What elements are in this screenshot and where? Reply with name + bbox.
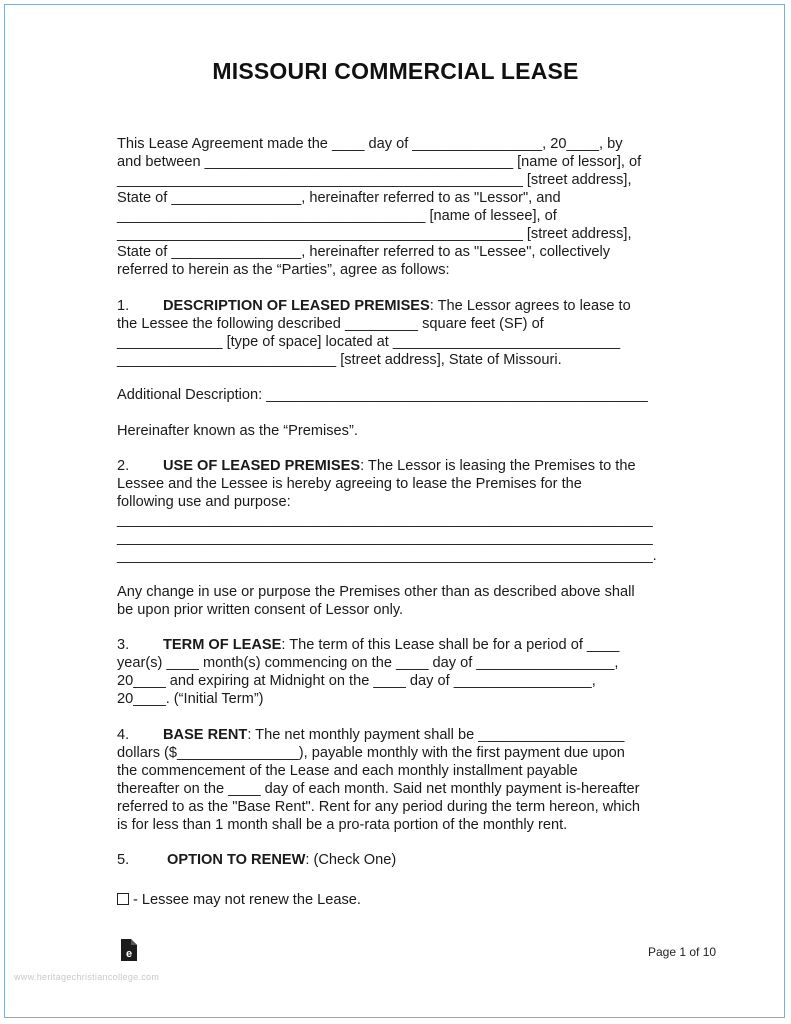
section-4-line: is for less than 1 month shall be a pro-rata portion of the monthly rent. [117, 816, 568, 833]
section-heading: DESCRIPTION OF LEASED PREMISES [163, 297, 430, 314]
intro-line: __________________________________________________ [street address], [117, 226, 632, 242]
section-text: : The net monthly payment shall be __________________ [247, 726, 625, 743]
section-2-line: Lessee and the Lessee is hereby agreeing to lease the Premises for the [117, 476, 582, 492]
section-heading: BASE RENT [163, 726, 248, 743]
intro-line: referred to herein as the “Parties”, agree as follows: [117, 262, 450, 278]
intro-line: State of ________________, hereinafter referred to as "Lessee", collectively [117, 244, 611, 260]
blank-line: __________________________________________________________________ [117, 530, 653, 546]
document-title: MISSOURI COMMERCIAL LEASE [212, 58, 579, 84]
section-4-line: referred to as the "Base Rent". Rent for any period during the term hereon, which [117, 798, 641, 815]
section-text: : The Lessor agrees to lease to [429, 297, 631, 314]
blank-line: __________________________________________________________________ [117, 512, 653, 528]
section-number: 3. [117, 637, 130, 653]
renew-option-line [117, 891, 677, 909]
checkbox-label: - Lessee may not renew the Lease. [133, 892, 361, 908]
section-1-line: _____________ [type of space] located at ____________________________ [117, 333, 621, 350]
page-number: Page 1 of 10 [648, 945, 717, 959]
section-heading: TERM OF LEASE [163, 637, 282, 653]
section-text: : The term of this Lease shall be for a period of ____ [281, 637, 620, 653]
section-1-line: ___________________________ [street address], State of Missouri. [117, 351, 562, 368]
section-number: 4. [117, 726, 130, 743]
section-text: : (Check One) [305, 852, 397, 868]
premises-definition-line: Hereinafter known as the “Premises”. [117, 422, 358, 439]
section-2-line: following use and purpose: [117, 494, 291, 510]
change-of-use-line: be upon prior written consent of Lessor only. [117, 601, 404, 618]
section-text: : The Lessor is leasing the Premises to the [360, 458, 636, 474]
svg-text:e: e [125, 948, 133, 960]
section-3-line: 20____. (“Initial Term”) [117, 691, 264, 707]
section-3-line: year(s) ____ month(s) commencing on the ____ day of _________________, [117, 655, 619, 671]
eforms-logo-icon [119, 938, 139, 962]
section-number: 5. [117, 852, 130, 868]
section-heading: OPTION TO RENEW [167, 852, 306, 868]
section-4-heading-line [117, 726, 677, 744]
section-4-line: dollars ($_______________), payable monthly with the first payment due upon [117, 744, 625, 761]
section-heading: USE OF LEASED PREMISES [163, 458, 361, 474]
intro-line: ______________________________________ [name of lessee], of [117, 208, 557, 224]
intro-line: and between ______________________________________ [name of lessor], of [117, 154, 642, 170]
change-of-use-line: Any change in use or purpose the Premises other than as described above shall [117, 583, 635, 600]
section-number: 1. [117, 297, 130, 314]
section-1-line: the Lessee the following described _________ square feet (SF) of [117, 315, 544, 332]
document-body [117, 135, 677, 909]
checkbox[interactable] [117, 893, 129, 905]
section-5-heading-line [117, 851, 677, 869]
section-2-heading-line [117, 457, 677, 475]
section-4-line: thereafter on the ____ day of each month. Said net monthly payment is-hereafter [117, 780, 640, 797]
section-3-heading-line [117, 636, 677, 654]
section-4-line: the commencement of the Lease and each monthly installment payable [117, 762, 578, 779]
section-number: 2. [117, 458, 130, 474]
intro-line: __________________________________________________ [street address], [117, 172, 632, 188]
section-3-line: 20____ and expiring at Midnight on the ____ day of _________________, [117, 673, 596, 689]
additional-description-line: Additional Description: _______________________________________________ [117, 387, 648, 403]
section-1-heading-line [117, 297, 677, 315]
blank-line: __________________________________________________________________. [117, 548, 657, 564]
intro-line: This Lease Agreement made the ____ day of ________________, 20____, by [117, 136, 623, 152]
intro-line: State of ________________, hereinafter referred to as "Lessor", and [117, 190, 561, 206]
watermark: www.heritagechristiancollege.com [14, 972, 160, 982]
